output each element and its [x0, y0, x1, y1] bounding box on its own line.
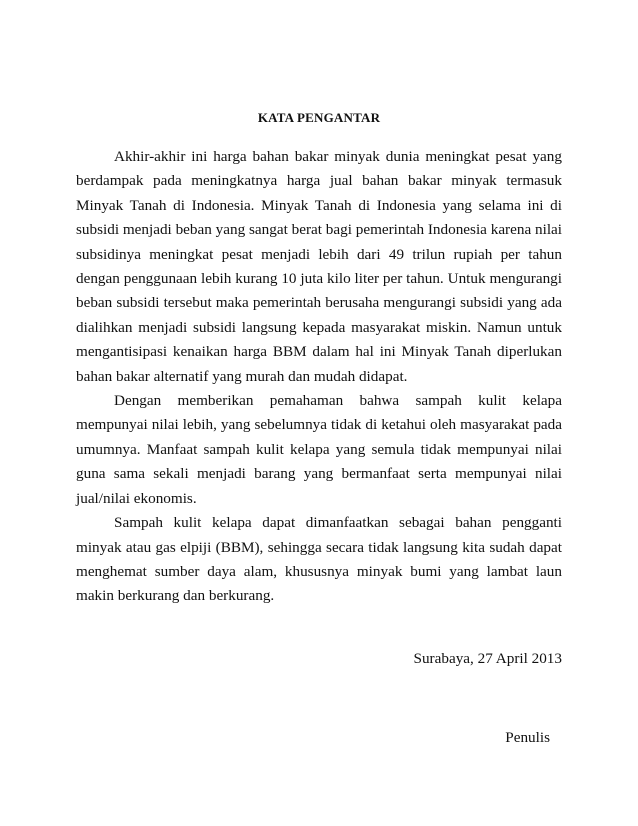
place-date: Surabaya, 27 April 2013 — [413, 650, 562, 667]
paragraph-2: Dengan memberikan pemahaman bahwa sampah kulit kelapa mempunyai nilai lebih, yang sebelumnya tidak di ketahui oleh masyarakat pada umumnya. Manfaat sampah kulit kelapa yang semula tidak mempunyai nilai guna sama sekali menjadi barang yang bermanfaat serta mempunyai nilai jual/nilai ekonomis. — [76, 392, 562, 507]
paragraph-3: Sampah kulit kelapa dapat dimanfaatkan sebagai bahan pengganti minyak atau gas elpiji (BBM), sehingga secara tidak langsung kita sudah dapat menghemat sumber daya alam, khususnya minyak bumi yang lambat laun makin berkurang dan berkurang. — [76, 514, 562, 605]
page-title: KATA PENGANTAR — [257, 110, 381, 125]
body-text — [76, 145, 562, 609]
author-signature: Penulis — [505, 729, 550, 746]
paragraph-1: Akhir-akhir ini harga bahan bakar minyak dunia meningkat pesat yang berdampak pada meningkatnya harga jual bahan bakar minyak termasuk Minyak Tanah di Indonesia. Minyak Tanah di Indonesia yang selama ini di subsidi menjadi beban yang sangat berat bagi pemerintah Indonesia karena nilai subsidinya meningkat pesat menjadi lebih dari 49 trilun rupiah per tahun dengan penggunaan lebih kurang 10 juta kilo liter per tahun. Untuk mengurangi beban subsidi tersebut maka pemerintah berusaha mengurangi subsidi yang ada dialihkan menjadi subsidi langsung kepada masyarakat miskin. Namun untuk mengantisipasi kenaikan harga BBM dalam hal ini Minyak Tanah diperlukan bahan bakar alternatif yang murah dan mudah didapat. — [76, 148, 562, 385]
